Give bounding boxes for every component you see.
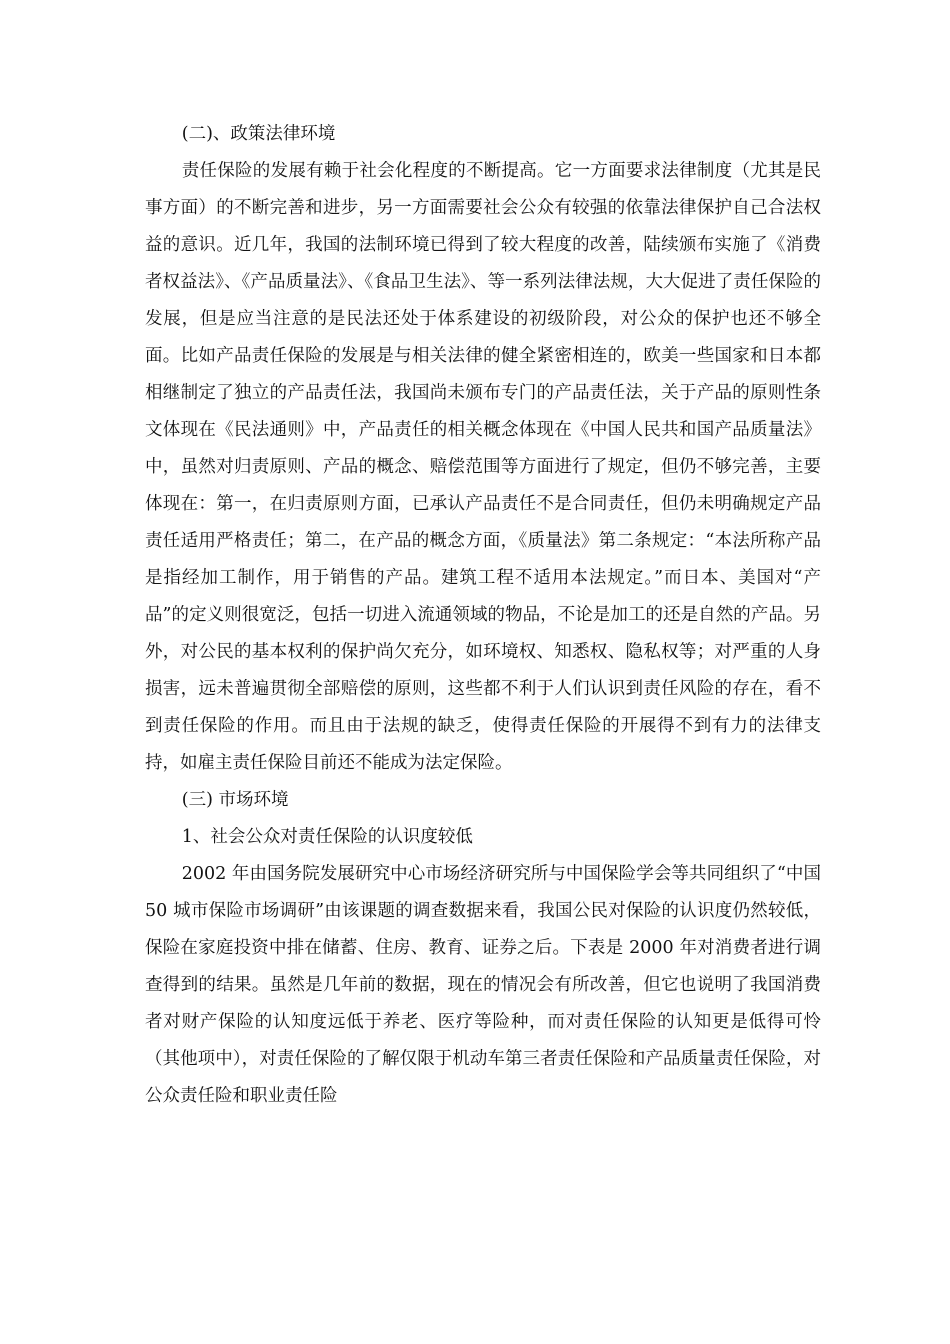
paragraph-awareness: 2002 年由国务院发展研究中心市场经济研究所与中国保险学会等共同组织了“中国 50 城市保险市场调研”由该课题的调查数据来看，我国公民对保险的认识度仍然较低，保险在家庭投资中排在储蓄、住房、教育、证券之后。下表是 2000 年对消费者进行调查得到的结果。虽然是几年前的数据，现在的情况会有所改善，但它也说明了我国消费者对财产保险的认知度远低于养老、医疗等险种，而对责任保险的认知更是低得可怜（其他项中），对责任保险的了解仅限于机动车第三者责任保险和产品质量责任保险，对公众责任险和职业责任险 (145, 864, 821, 1106)
section-heading-market: (三) 市场环境 (181, 790, 289, 810)
subsection-heading-awareness: 1、社会公众对责任保险的认识度较低 (181, 827, 473, 847)
section-heading-policy-law: (二)、政策法律环境 (181, 124, 336, 144)
paragraph-policy-law: 责任保险的发展有赖于社会化程度的不断提高。它一方面要求法律制度（尤其是民事方面）的不断完善和进步，另一方面需要社会公众有较强的依靠法律保护自己合法权益的意识。近几年，我国的法制环境已得到了较大程度的改善，陆续颁布实施了《消费者权益法》、《产品质量法》、《食品卫生法》、等一系列法律法规，大大促进了责任保险的发展，但是应当注意的是民法还处于体系建设的初级阶段，对公众的保护也还不够全面。比如产品责任保险的发展是与相关法律的健全紧密相连的，欧美一些国家和日本都相继制定了独立的产品责任法，我国尚未颁布专门的产品责任法，关于产品的原则性条文体现在《民法通则》中，产品责任的相关概念体现在《中国人民共和国产品质量法》中，虽然对归责原则、产品的概念、赔偿范围等方面进行了规定，但仍不够完善，主要体现在：第一，在归责原则方面，已承认产品责任不是合同责任，但仍未明确规定产品责任适用严格责任；第二，在产品的概念方面，《质量法》第二条规定：“本法所称产品是指经加工制作，用于销售的产品。建筑工程不适用本法规定。”而日本、美国对“产品”的定义则很宽泛，包括一切进入流通领域的物品，不论是加工的还是自然的产品。另外，对公民的基本权利的保护尚欠充分，如环境权、知悉权、隐私权等；对严重的人身损害，远未普遍贯彻全部赔偿的原则，这些都不利于人们认识到责任风险的存在，看不到责任保险的作用。而且由于法规的缺乏，使得责任保险的开展得不到有力的法律支持，如雇主责任保险目前还不能成为法定保险。 (145, 161, 821, 773)
document-page (145, 116, 821, 1115)
